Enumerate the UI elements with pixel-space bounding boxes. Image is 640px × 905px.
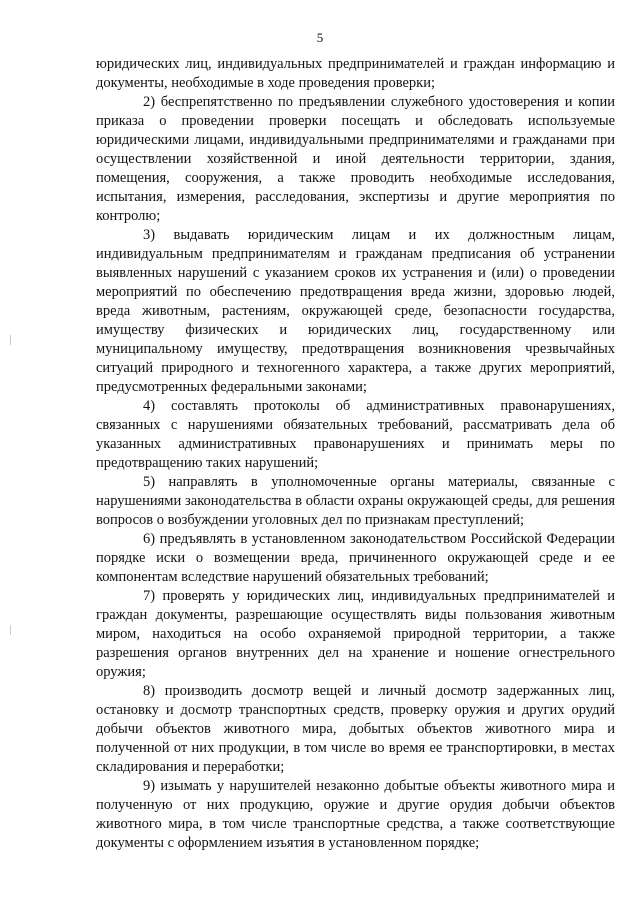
paragraph-item-7: 7) проверять у юридических лиц, индивидуальных предпринимателей и граждан документы, разрешающие осуществлять виды пользования животным миром, находиться на особо охраняемой природной территории, а также разрешения органов внутренних дел на хранение и ношение огнестрельного оружия; (96, 588, 615, 680)
paragraph-item-2: 2) беспрепятственно по предъявлении служебного удостоверения и копии приказа о проведении проверки посещать и обследовать используемые юридическими лицами, индивидуальными предпринимателями и гражданами при осуществлении хозяйственной и иной деятельности территории, здания, помещения, сооружения, а также проводить необходимые исследования, испытания, измерения, расследования, экспертизы и другие мероприятия по контролю; (96, 94, 615, 224)
scan-margin-mark (10, 335, 11, 345)
page-number: 5 (316, 30, 324, 45)
paragraph-item-4: 4) составлять протоколы об административных правонарушениях, связанных с нарушениями обязательных требований, рассматривать дела об указанных административных правонарушениях и принимать меры по предотвращению таких нарушений; (96, 398, 615, 471)
scan-margin-mark (10, 625, 11, 635)
paragraph-item-6: 6) предъявлять в установленном законодательством Российской Федерации порядке иски о возмещении вреда, причиненного окружающей среде и ее компонентам вследствие нарушений обязательных требований; (96, 531, 615, 585)
document-body (96, 55, 615, 853)
paragraph-continuation: юридических лиц, индивидуальных предпринимателей и граждан информацию и документы, необходимые в ходе проведения проверки; (96, 56, 615, 91)
paragraph-item-3: 3) выдавать юридическим лицам и их должностным лицам, индивидуальным предпринимателям и гражданам предписания об устранении выявленных нарушений с указанием сроков их устранения и (или) о проведении мероприятий по обеспечению предотвращения вреда жизни, здоровью людей, вреда животным, растениям, окружающей среде, безопасности государства, имуществу физических и юридических лиц, государственному или муниципальному имуществу, предотвращения возникновения чрезвычайных ситуаций природного и техногенного характера, а также других мероприятий, предусмотренных федеральными законами; (96, 227, 615, 395)
paragraph-item-8: 8) производить досмотр вещей и личный досмотр задержанных лиц, остановку и досмотр транспортных средств, проверку оружия и других орудий добычи объектов животного мира, добытых объектов животного мира и полученной от них продукции, в том числе во время ее транспортировки, в местах складирования и переработки; (96, 683, 615, 775)
paragraph-item-9: 9) изымать у нарушителей незаконно добытые объекты животного мира и полученную от них продукцию, оружие и другие орудия добычи объектов животного мира, в том числе транспортные средства, а также соответствующие документы с оформлением изъятия в установленном порядке; (96, 778, 615, 851)
paragraph-item-5: 5) направлять в уполномоченные органы материалы, связанные с нарушениями законодательства в области охраны окружающей среды, для решения вопросов о возбуждении уголовных дел по признакам преступлений; (96, 474, 615, 528)
